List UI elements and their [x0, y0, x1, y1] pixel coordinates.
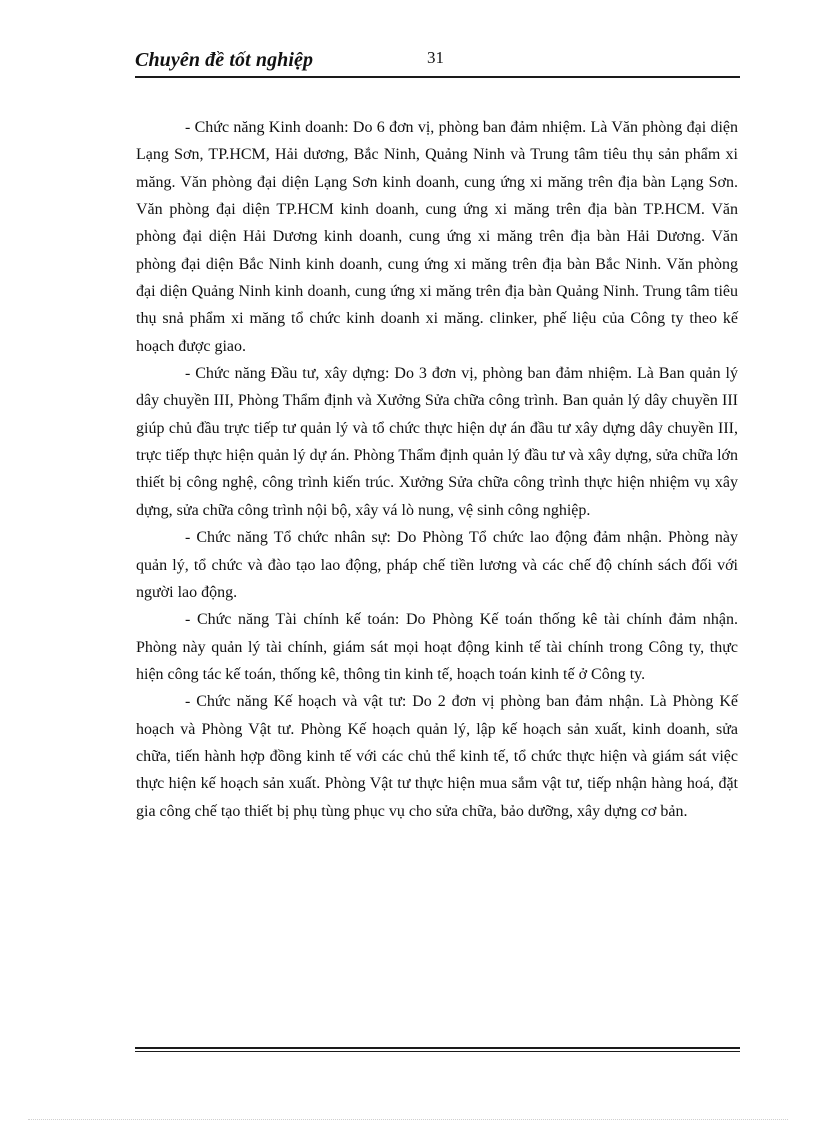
document-body — [136, 114, 738, 825]
page-edge-line — [28, 1119, 788, 1120]
paragraph-finance-function: - Chức năng Tài chính kế toán: Do Phòng Kế toán thống kê tài chính đảm nhận. Phòng này quản lý tài chính, giám sát mọi hoạt động kinh tế tài chính trong Công ty, thực hiện công tác kế toán, thống kê, thông tin kinh tế, hoạch toán kinh tế ở Công ty. — [136, 611, 738, 683]
footer-divider-thin — [135, 1051, 740, 1052]
paragraph-personnel-function: - Chức năng Tổ chức nhân sự: Do Phòng Tổ chức lao động đảm nhận. Phòng này quản lý, tổ chức và đào tạo lao động, pháp chế tiền lương và các chế độ chính sách đối với người lao động. — [136, 529, 738, 601]
document-title: Chuyên đề tốt nghiệp — [135, 49, 314, 71]
page-number: 31 — [427, 48, 444, 67]
paragraph-planning-function: - Chức năng Kế hoạch và vật tư: Do 2 đơn vị phòng ban đảm nhận. Là Phòng Kế hoạch và Phòng Vật tư. Phòng Kế hoạch quản lý, lập kế hoạch sản xuất, kinh doanh, sửa chữa, tiến hành hợp đồng kinh tế với các chủ thể kinh tế, tổ chức thực hiện và giám sát việc thực hiện kế hoạch sản xuất. Phòng Vật tư thực hiện mua sắm vật tư, tiếp nhận hàng hoá, đặt gia công chế tạo thiết bị phụ tùng phục vụ cho sửa chữa, bảo dưỡng, xây dựng cơ bản. — [136, 693, 738, 820]
header-divider — [135, 76, 740, 78]
page-header — [135, 44, 739, 78]
paragraph-business-function: - Chức năng Kinh doanh: Do 6 đơn vị, phòng ban đảm nhiệm. Là Văn phòng đại diện Lạng Sơn, TP.HCM, Hải dương, Bắc Ninh, Quảng Ninh và Trung tâm tiêu thụ sản phẩm xi măng. Văn phòng đại diện Lạng Sơn kinh doanh, cung ứng xi măng trên địa bàn Lạng Sơn. Văn phòng đại diện TP.HCM kinh doanh, cung ứng xi măng trên địa bàn TP.HCM. Văn phòng đại diện Hải Dương kinh doanh, cung ứng xi măng trên địa bàn Hải Dương. Văn phòng đại diện Bắc Ninh kinh doanh, cung ứng xi măng trên địa bàn Bắc Ninh. Văn phòng đại diện Quảng Ninh kinh doanh, cung ứng xi măng trên địa bàn Quảng Ninh. Trung tâm tiêu thụ snả phẩm xi măng tổ chức kinh doanh xi măng. clinker, phế liệu của Công ty theo kế hoạch được giao. — [136, 119, 738, 355]
paragraph-investment-function: - Chức năng Đầu tư, xây dựng: Do 3 đơn vị, phòng ban đảm nhiệm. Là Ban quản lý dây chuyền III, Phòng Thẩm định và Xưởng Sửa chữa công trình. Ban quản lý dây chuyền III giúp chủ đầu trực tiếp tư quản lý và tổ chức thực hiện dự án đầu tư xây dựng dây chuyền III, trực tiếp thực hiện quản lý dự án. Phòng Thẩm định quản lý đầu tư và xây dựng, sửa chữa lớn thiết bị công nghệ, công trình kiến trúc. Xưởng Sửa chữa công trình thực hiện nhiệm vụ xây dựng, sửa chữa công trình nội bộ, xây vá lò nung, vệ sinh công nghiệp. — [136, 365, 738, 519]
footer-divider-thick — [135, 1047, 740, 1049]
